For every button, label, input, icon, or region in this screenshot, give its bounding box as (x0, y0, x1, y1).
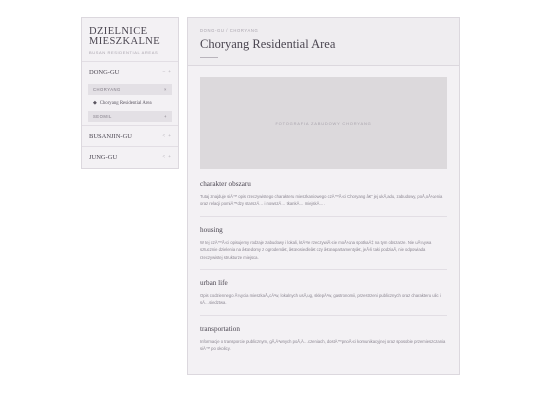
brand (82, 18, 178, 61)
district-controls (162, 155, 171, 160)
section-text: Tutaj znajduje siÄ™ opis rzeczywistego charakteru mieszkaniowego czÄ™Å›ci Choryang â€“ jej ukÅ‚adu, zabudowy, poÅ‚oÅ¼enia oraz relacji pomiÄ™dzy starszÄ… i nowszÄ… tkankÄ… miejskÄ…. (200, 194, 443, 207)
main-header (188, 18, 459, 66)
photo-placeholder (200, 77, 447, 169)
subarea-seomil[interactable] (88, 111, 172, 122)
district-label: JUNG-GU (89, 153, 118, 161)
district-label: BUSANJIN-GU (89, 132, 132, 140)
brand-title-line2: MIESZKALNE (89, 36, 161, 47)
photo-label: FOTOGRAFIA ZABUDOWY CHORYANG (275, 120, 372, 126)
subarea-label: CHORYANG (93, 87, 121, 92)
expand-icon[interactable]: + (168, 154, 171, 160)
district-controls (162, 134, 171, 139)
section-text: W tej czÄ™Å›ci opisujemy rodzaje zabudowy i lokali, ktÃ³re rzeczywiÅ›cie moÅ¼na spotkaÄ‡ na tym obszarze. Nie uÅ¼ywa sztucznie dzielenia na â€œdomy z ogrodemâ€, â€œosiedleâ€ czy â€œapartamentyâ€, jeÅ›li taki podziaÅ‚ nie odpowiada rzeczywistej strukturze miejsca. (200, 239, 432, 260)
section-text: Informacje o transporcie publicznym, gÅ‚Ã³wnych poÅ‚Ä…czeniach, dostÄ™pnoÅ›ci komunikacyjnej oraz sposobie przemieszczania siÄ™ po okolicy. (200, 338, 446, 352)
district-jung-gu[interactable] (82, 146, 178, 167)
section-heading: transportation (200, 324, 240, 333)
section-heading: urban life (200, 279, 228, 288)
diamond-icon: ◆ (93, 100, 97, 106)
expand-icon[interactable]: + (168, 133, 171, 139)
brand-subtitle: BUSAN RESIDENTIAL AREAS (89, 50, 159, 55)
brand-title-line1: DZIELNICE (89, 26, 148, 37)
chevron-left-icon[interactable]: < (162, 133, 166, 139)
district-dong-gu[interactable] (82, 61, 178, 82)
sidebar (81, 17, 179, 169)
section-transportation (200, 325, 447, 361)
area-item-label: Choryang Residential Area (99, 100, 152, 106)
section-text: Opis codziennego Å¼ycia mieszkaÅ„cÃ³w, lokalnych usÅ‚ug, sklepÃ³w, gastronomii, przestrzeni publicznych oraz charakteru ulic i sÄ…siedztwa. (200, 293, 441, 306)
subarea-choryang[interactable] (88, 84, 172, 95)
district-controls (163, 70, 171, 75)
district-busanjin-gu[interactable] (82, 125, 178, 146)
close-icon[interactable]: × (164, 87, 167, 92)
subarea-label: SEOMIL (93, 114, 112, 119)
content-sections (200, 180, 447, 370)
main-panel (187, 17, 460, 375)
collapse-icon[interactable]: – (162, 69, 166, 75)
chevron-left-icon[interactable]: < (162, 154, 166, 160)
district-label: DONG-GU (89, 68, 120, 76)
plus-icon[interactable]: + (164, 114, 167, 119)
expand-icon[interactable]: + (168, 69, 171, 75)
section-urban-life (200, 279, 447, 316)
title-divider (200, 57, 218, 58)
section-heading: housing (200, 225, 223, 234)
breadcrumb: DONG-GU / CHORYANG (200, 28, 259, 33)
section-heading: charakter obszaru (200, 180, 251, 188)
page-title: Choryang Residential Area (200, 37, 336, 51)
area-item-choryang-residential[interactable] (82, 97, 178, 109)
section-charakter-obszaru (200, 180, 447, 217)
section-housing (200, 226, 447, 270)
